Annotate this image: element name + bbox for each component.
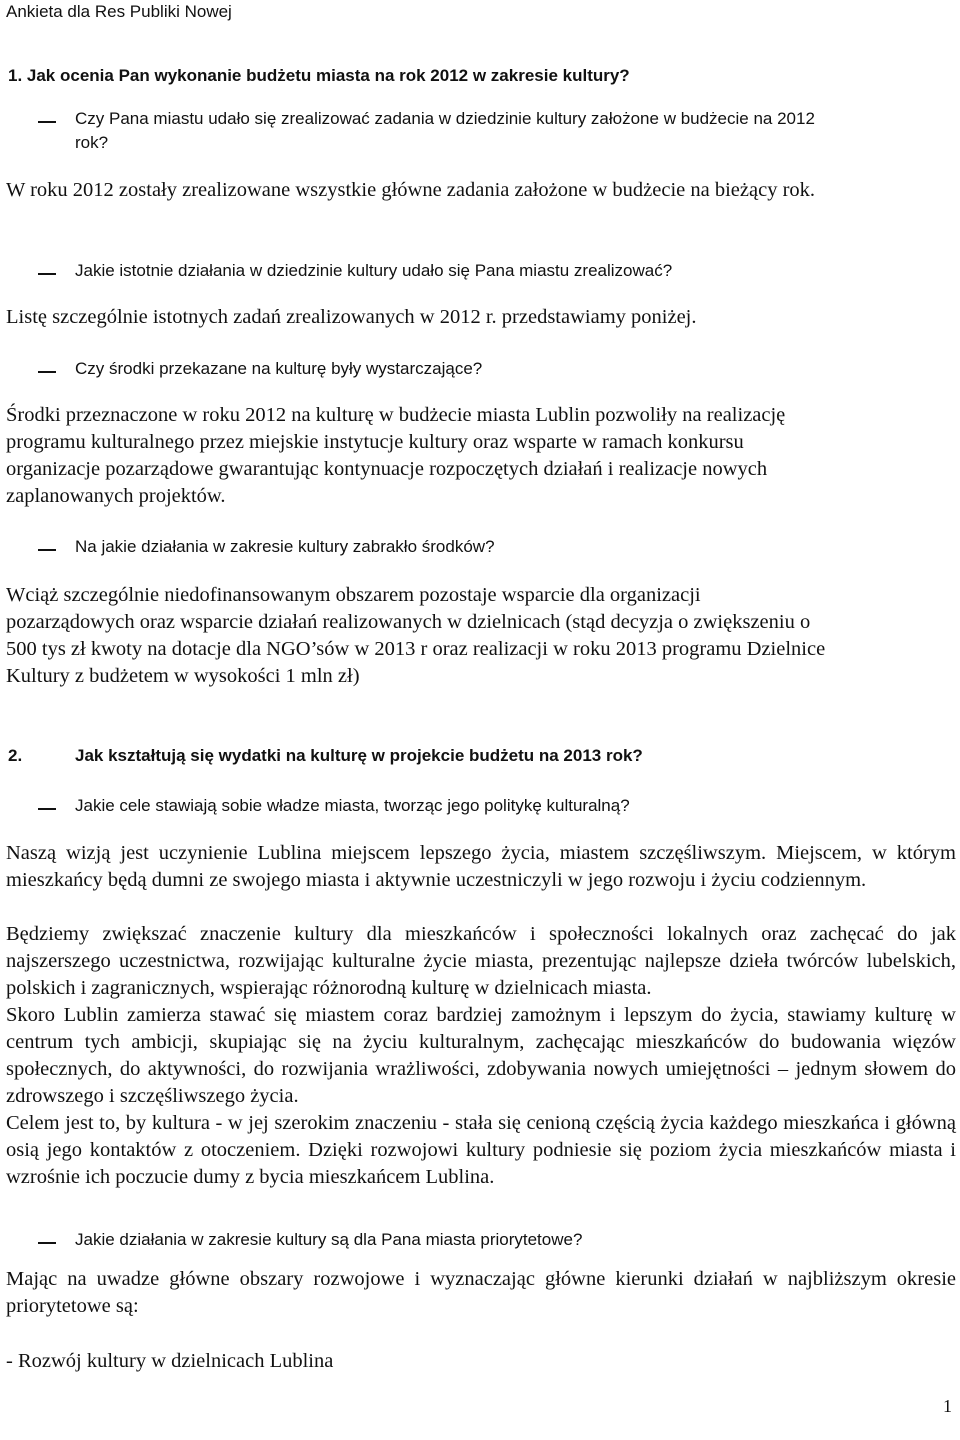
dash-bullet xyxy=(38,273,56,275)
q2-paragraph-3: Skoro Lublin zamierza stawać się miastem coraz bardziej zamożnym i lepszym do życia, stawiamy kulturę w centrum tych ambicji, skupiając się na życiu kulturalnym, zachęcając mieszkańców do budowania więzów społecznych, do aktywności, do rozwijania wrażliwości, zdobywania nowych umiejętności – jednym słowem do zdrowszego i szczęśliwszego życia. xyxy=(6,1004,956,1107)
q1-answer-3: Środki przeznaczone w roku 2012 na kulturę w budżecie miasta Lublin pozwoliły na realizację programu kulturalnego przez miejskie instytucje kultury oraz wsparte w ramach konkursu organizacje pozarządowe gwarantując kontynuacje rozpoczętych działań i realizacje nowych zaplanowanych projektów. xyxy=(6,404,786,507)
q2-subquestion-2: Jakie działania w zakresie kultury są dla Pana miasta priorytetowe? xyxy=(75,1230,583,1249)
page-number: 1 xyxy=(943,1396,952,1416)
q1-answer-2: Listę szczególnie istotnych zadań zrealizowanych w 2012 r. przedstawiamy poniżej. xyxy=(6,306,697,328)
q2-list-item-1: - Rozwój kultury w dzielnicach Lublina xyxy=(6,1350,334,1372)
q1-subquestion-1: Czy Pana miastu udało się zrealizować zadania w dziedzinie kultury założone w budżecie na 2012 rok? xyxy=(75,109,815,152)
q2-subquestion-1: Jakie cele stawiają sobie władze miasta, tworząc jego politykę kulturalną? xyxy=(75,796,630,815)
q2-paragraph-5: Mając na uwadze główne obszary rozwojowe i wyznaczając główne kierunki działań w najbliższym okresie priorytetowe są: xyxy=(6,1268,956,1317)
q1-subquestion-3: Czy środki przekazane na kulturę były wystarczające? xyxy=(75,359,483,378)
q1-subquestion-2: Jakie istotnie działania w dziedzinie kultury udało się Pana miastu zrealizować? xyxy=(75,261,673,280)
question-2-heading: Jak kształtują się wydatki na kulturę w projekcie budżetu na 2013 rok? xyxy=(75,746,643,765)
q1-subquestion-4: Na jakie działania w zakresie kultury zabrakło środków? xyxy=(75,537,495,556)
question-2-number: 2. xyxy=(8,746,23,765)
dash-bullet xyxy=(38,549,56,551)
q1-answer-1: W roku 2012 zostały zrealizowane wszystkie główne zadania założone w budżecie na bieżący rok. xyxy=(6,179,816,201)
q1-answer-4: Wciąż szczególnie niedofinansowanym obszarem pozostaje wsparcie dla organizacji pozarządowych oraz wsparcie działań realizowanych w dzielnicach (stąd decyzja o zwiększeniu o 500 tys zł kwoty na dotacje dla NGO’sów w 2013 r oraz realizacji w roku 2013 programu Dzielnice Kultury z budżetem w wysokości 1 mln zł) xyxy=(6,584,826,687)
dash-bullet xyxy=(38,121,56,123)
q2-paragraph-1: Naszą wizją jest uczynienie Lublina miejscem lepszego życia, miastem szczęśliwszym. Miejscem, w którym mieszkańcy będą dumni ze swojego miasta i aktywnie uczestniczyli w jego rozwoju i życiu codziennym. xyxy=(6,842,956,891)
dash-bullet xyxy=(38,371,56,373)
dash-bullet xyxy=(38,1242,56,1244)
q2-paragraph-2: Będziemy zwiększać znaczenie kultury dla mieszkańców i społeczności lokalnych oraz zachęcać do jak najszerszego uczestnictwa, rozwijając kulturalne życie miasta, prezentując najlepsze dzieła twórców lubelskich, polskich i zagranicznych, wspierając różnorodną kulturę w dzielnicach miasta. xyxy=(6,923,956,999)
question-1-heading: 1. Jak ocenia Pan wykonanie budżetu miasta na rok 2012 w zakresie kultury? xyxy=(8,66,630,85)
dash-bullet xyxy=(38,808,56,810)
q2-paragraph-4: Celem jest to, by kultura - w jej szerokim znaczeniu - stała się cenioną częścią życia każdego mieszkańca i główną osią jego kontaktów z otoczeniem. Dzięki rozwojowi kultury podniesie się poziom życia mieszkańców miasta i wzrośnie ich poczucie dumy z bycia mieszkańcem Lublina. xyxy=(6,1112,956,1188)
document-title: Ankieta dla Res Publiki Nowej xyxy=(6,2,232,21)
